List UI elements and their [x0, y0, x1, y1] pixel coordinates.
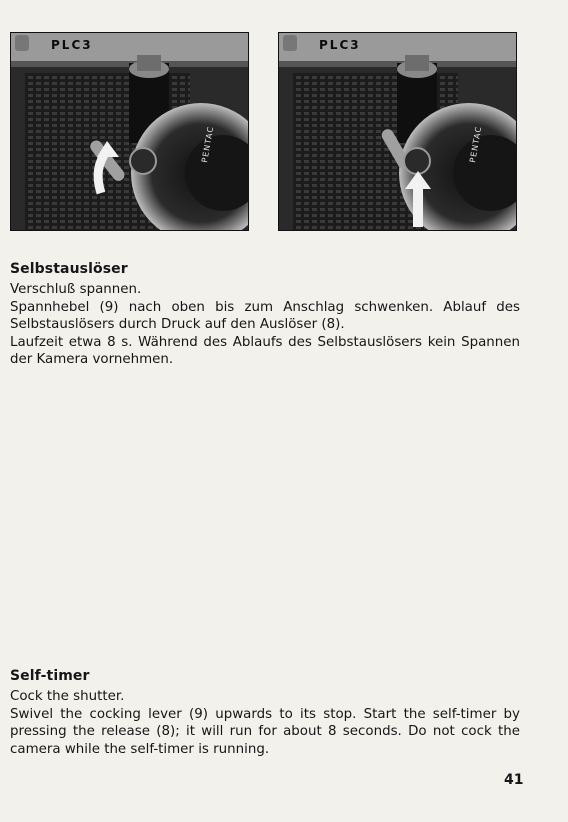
german-instructions: [10, 281, 520, 369]
german-line-2: Spannhebel (9) nach oben bis zum Anschlag schwenken. Ablauf des Selbstauslösers durch Druck auf den Auslöser (8).: [10, 299, 520, 332]
lens-label-left: PENTAC: [200, 125, 216, 164]
camera-illustration-right: [279, 33, 516, 230]
camera-photo-right: [278, 32, 517, 231]
german-line-3: Laufzeit etwa 8 s. Während des Ablaufs des Selbstauslösers kein Spannen der Kamera vornehmen.: [10, 334, 520, 367]
german-heading: Selbstauslöser: [10, 261, 128, 277]
page-number: 41: [504, 772, 524, 788]
camera-illustration-left: [11, 33, 248, 230]
english-instructions: [10, 688, 520, 758]
english-heading: Self-timer: [10, 668, 90, 684]
german-line-1: Verschluß spannen.: [10, 282, 142, 297]
model-label-right: PLC3: [319, 38, 361, 52]
camera-photo-left: [10, 32, 249, 231]
lens-label-right: PENTAC: [468, 125, 484, 164]
english-line-1: Cock the shutter.: [10, 689, 125, 704]
model-label-left: PLC3: [51, 38, 93, 52]
english-line-2: Swivel the cocking lever (9) upwards to its stop. Start the self-timer by pressing the release (8); it will run for about 8 seconds. Do not cock the camera while the self-timer is running.: [10, 706, 520, 757]
